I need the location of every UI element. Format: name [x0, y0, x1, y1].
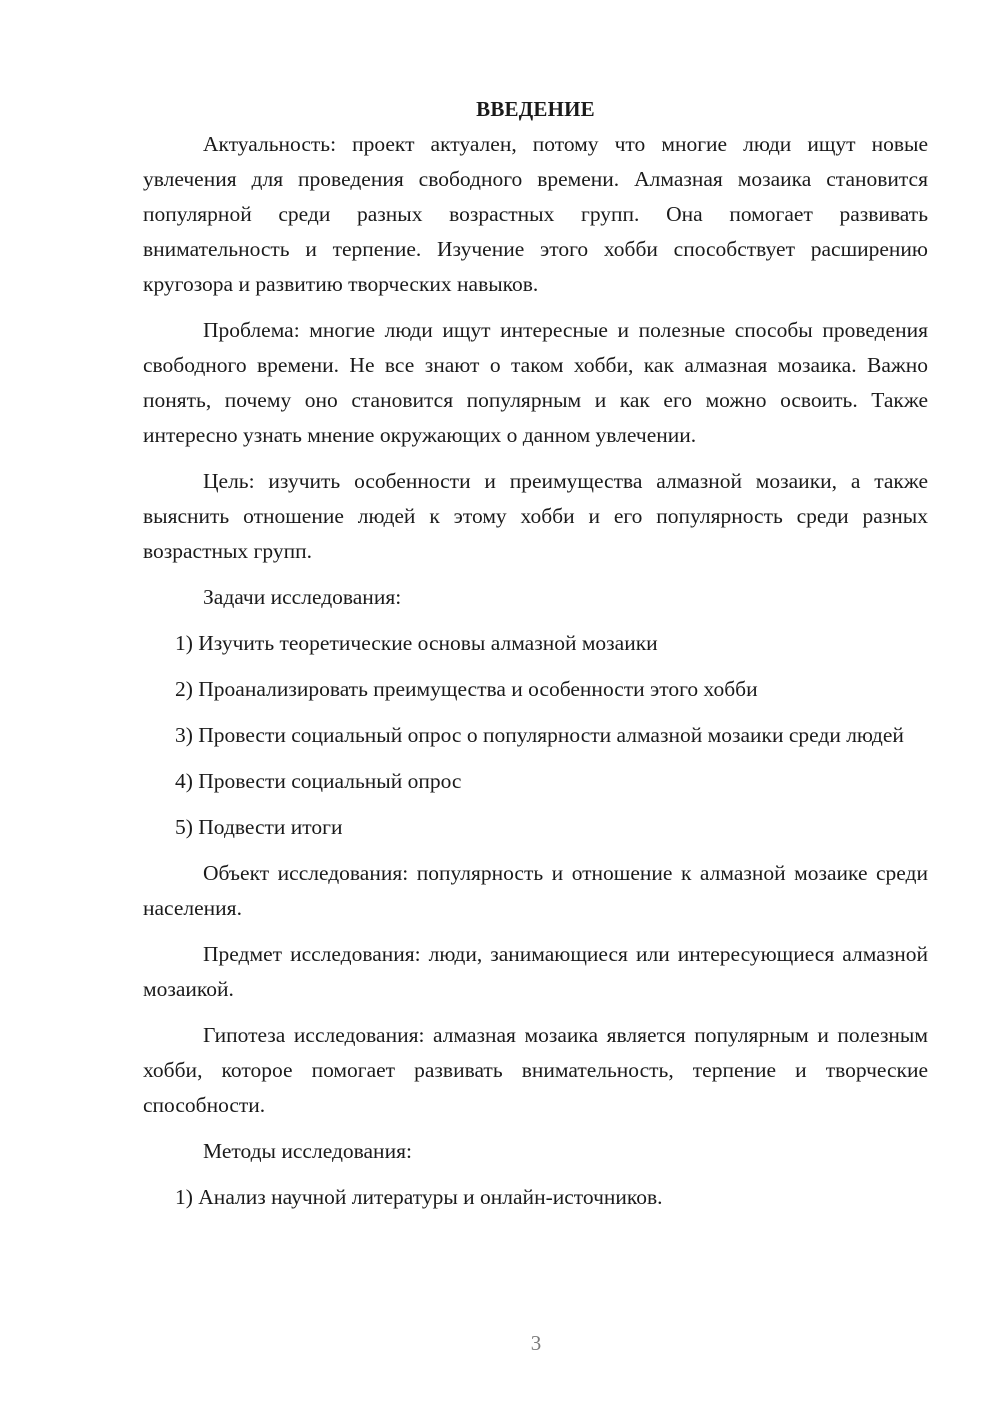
- paragraph-hypothesis: Гипотеза исследования: алмазная мозаика является популярным и полезным хобби, которое помогает развивать внимательность, терпение и творческие способности.: [143, 1023, 928, 1117]
- paragraph-problem: Проблема: многие люди ищут интересные и полезные способы проведения свободного времени. Не все знают о таком хобби, как алмазная мозаика. Важно понять, почему оно становится популярным и как его можно освоить. Также интересно узнать мнение окружающих о данном увлечении.: [143, 318, 928, 447]
- tasks-heading: Задачи исследования:: [203, 585, 402, 609]
- paragraph-object: Объект исследования: популярность и отношение к алмазной мозаике среди населения.: [143, 861, 928, 920]
- page-number: 3: [530, 1331, 542, 1355]
- methods-heading: Методы исследования:: [203, 1139, 412, 1163]
- task-item-4: 4) Провести социальный опрос: [175, 769, 462, 793]
- section-title: ВВЕДЕНИЕ: [476, 97, 595, 121]
- task-item-3: 3) Провести социальный опрос о популярности алмазной мозаики среди людей: [175, 723, 904, 747]
- paragraph-subject: Предмет исследования: люди, занимающиеся или интересующиеся алмазной мозаикой.: [143, 942, 928, 1001]
- task-item-5: 5) Подвести итоги: [175, 815, 343, 839]
- task-item-2: 2) Проанализировать преимущества и особенности этого хобби: [175, 677, 758, 701]
- paragraph-relevance: Актуальность: проект актуален, потому что многие люди ищут новые увлечения для проведения свободного времени. Алмазная мозаика становится популярной среди разных возрастных групп. Она помогает развивать внимательность и терпение. Изучение этого хобби способствует расширению кругозора и развитию творческих навыков.: [143, 132, 928, 296]
- task-item-1: 1) Изучить теоретические основы алмазной мозаики: [175, 631, 658, 655]
- paragraph-goal: Цель: изучить особенности и преимущества алмазной мозаики, а также выяснить отношение людей к этому хобби и его популярность среди разных возрастных групп.: [143, 469, 928, 563]
- document-page: [143, 92, 928, 1226]
- method-item-1: 1) Анализ научной литературы и онлайн-источников.: [175, 1185, 663, 1209]
